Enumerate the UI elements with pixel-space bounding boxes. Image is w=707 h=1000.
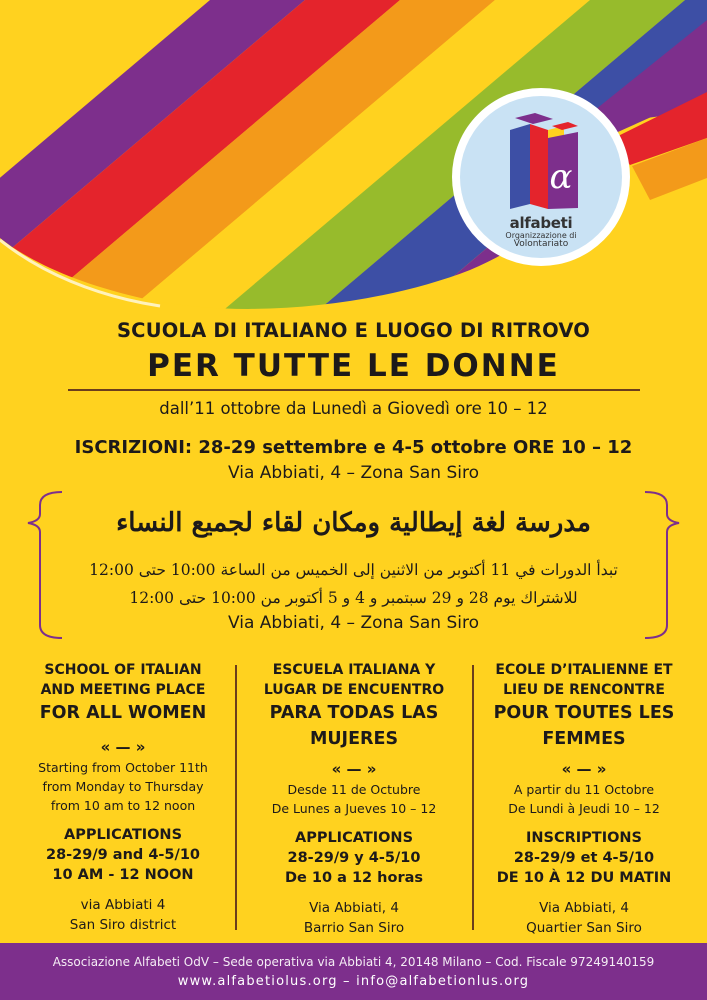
- column-dash: « — »: [561, 760, 607, 778]
- column-french: [471, 660, 697, 938]
- column-applications: APPLICATIONS 28-29/9 y 4-5/10 De 10 a 12 horas: [284, 830, 424, 886]
- alfabeti-logo: [452, 88, 630, 266]
- footer-contacts[interactable]: www.alfabetiolus.org – info@alfabetionlus.org: [177, 974, 530, 989]
- logo-name: alfabeti: [509, 214, 573, 232]
- divider: [68, 389, 640, 391]
- column-title: PARA TODAS LAS MUJERES: [269, 703, 439, 749]
- column-spanish: [241, 660, 467, 938]
- title-italian-main: PER TUTTE LE DONNE: [147, 348, 560, 384]
- column-schedule: A partir du 11 Octobre De Lundi à Jeudi 10 – 12: [508, 782, 660, 816]
- logo-subtitle: Organizzazione di: [505, 231, 577, 240]
- column-dash: « — »: [100, 738, 146, 756]
- logo-subtitle-2: Volontariato: [513, 239, 569, 249]
- address-italian: Via Abbiati, 4 – Zona San Siro: [227, 463, 480, 483]
- enrollment-italian: ISCRIZIONI: 28-29 settembre e 4-5 ottobre ORE 10 – 12: [74, 437, 633, 458]
- column-title: POUR TOUTES LES FEMMES: [493, 703, 675, 749]
- schedule-arabic: تبدأ الدورات في 11 أكتوبر من الاثنين إلى الخميس من الساعة 10:00 حتى 12:00: [89, 561, 618, 579]
- column-english: [10, 660, 236, 935]
- schedule-italian: dall’11 ottobre da Lunedì a Giovedì ore 10 – 12: [159, 399, 548, 418]
- column-applications: APPLICATIONS 28-29/9 and 4-5/10 10 AM - 12 NOON: [45, 827, 200, 883]
- column-dash: « — »: [331, 760, 377, 778]
- footer-association: Associazione Alfabeti OdV – Sede operativa via Abbiati 4, 20148 Milano – Cod. Fiscale 97249140159: [52, 955, 655, 969]
- title-italian: SCUOLA DI ITALIANO E LUOGO DI RITROVO: [116, 319, 591, 342]
- column-heading: ECOLE D’ITALIENNE ET LIEU DE RENCONTRE: [495, 662, 673, 698]
- column-applications: INSCRIPTIONS 28-29/9 et 4-5/10 DE 10 À 12 DU MATIN: [496, 830, 672, 886]
- column-heading: SCHOOL OF ITALIAN AND MEETING PLACE: [40, 662, 206, 698]
- column-schedule: Desde 11 de Octubre De Lunes a Jueves 10 – 12: [271, 782, 437, 816]
- title-arabic: مدرسة لغة إيطالية ومكان لقاء لجميع النساء: [116, 508, 591, 538]
- column-heading: ESCUELA ITALIANA Y LUGAR DE ENCUENTRO: [263, 662, 445, 698]
- column-address: Via Abbiati, 4 Quartier San Siro: [526, 900, 642, 936]
- column-schedule: Starting from October 11th from Monday to Thursday from 10 am to 12 noon: [38, 760, 208, 813]
- address-arabic-section: Via Abbiati, 4 – Zona San Siro: [227, 613, 480, 633]
- column-address: via Abbiati 4 San Siro district: [69, 897, 177, 933]
- column-address: Via Abbiati, 4 Barrio San Siro: [303, 900, 405, 936]
- enrollment-arabic: للاشتراك يوم 28 و 29 سبتمبر و 4 و 5 أكتوبر من 10:00 حتى 12:00: [129, 589, 578, 607]
- svg-text:α: α: [549, 157, 573, 197]
- column-title: FOR ALL WOMEN: [39, 703, 207, 723]
- footer: [0, 943, 707, 1000]
